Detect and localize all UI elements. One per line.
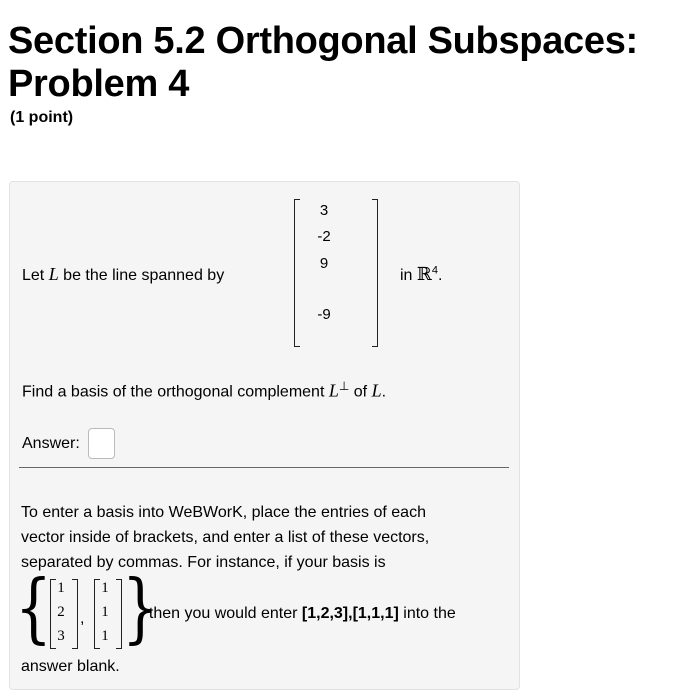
- statement-line: [22, 264, 224, 285]
- help-example-line: [140, 605, 456, 623]
- statement-intro-rest: be the line spanned by: [63, 267, 225, 284]
- help-line-1: To enter a basis into WeBWorK, place the entries of each: [21, 504, 426, 521]
- then-text: , then you would enter: [140, 605, 298, 622]
- into-text: into the: [403, 605, 456, 622]
- find-text: Find a basis of the orthogonal complement: [22, 383, 325, 401]
- example-entry: 1: [101, 604, 109, 620]
- example-entry: 2: [57, 604, 65, 620]
- example-entry: 1: [101, 580, 109, 596]
- reals-symbol: ℝ: [416, 264, 432, 284]
- question-line: [22, 379, 386, 401]
- right-bracket: [372, 199, 378, 347]
- example-entry: 1: [101, 628, 109, 644]
- vector-entry: -9: [317, 306, 331, 323]
- answer-input[interactable]: [88, 428, 115, 459]
- page-title: Section 5.2 Orthogonal Subspaces: Problem 4: [8, 20, 638, 105]
- points-label: (1 point): [10, 109, 74, 126]
- example-input-text: [1,2,3],[1,1,1]: [301, 605, 399, 622]
- statement-intro: Let: [22, 267, 45, 284]
- vector-entry: 3: [319, 202, 329, 219]
- var-l: L: [48, 264, 59, 284]
- help-line-last: answer blank.: [21, 658, 120, 675]
- problem-panel: [9, 181, 520, 690]
- answer-label: Answer:: [22, 435, 80, 452]
- right-brace: }: [122, 563, 159, 652]
- space-label: [400, 264, 442, 285]
- vector-entry: -2: [317, 228, 331, 245]
- example-entry: 1: [57, 580, 65, 596]
- divider: [19, 467, 509, 468]
- help-line-2: vector inside of brackets, and enter a list of these vectors,: [21, 529, 430, 546]
- space-period: .: [438, 267, 443, 284]
- left-brace: {: [15, 563, 52, 652]
- example-bracket-right: [72, 579, 78, 649]
- help-line-3: separated by commas. For instance, if your basis is: [21, 554, 386, 571]
- left-bracket: [294, 199, 300, 347]
- perp-symbol: ⊥: [338, 379, 350, 393]
- perp-l: L: [328, 380, 339, 401]
- in-text: in: [400, 267, 413, 284]
- of-period: .: [381, 383, 387, 401]
- of-text: of: [353, 383, 368, 401]
- of-l: L: [371, 380, 382, 401]
- example-entry: 3: [57, 628, 65, 644]
- example-comma: ,: [80, 610, 85, 627]
- vector-entry: 9: [319, 255, 329, 272]
- space-exponent: 4: [431, 264, 438, 277]
